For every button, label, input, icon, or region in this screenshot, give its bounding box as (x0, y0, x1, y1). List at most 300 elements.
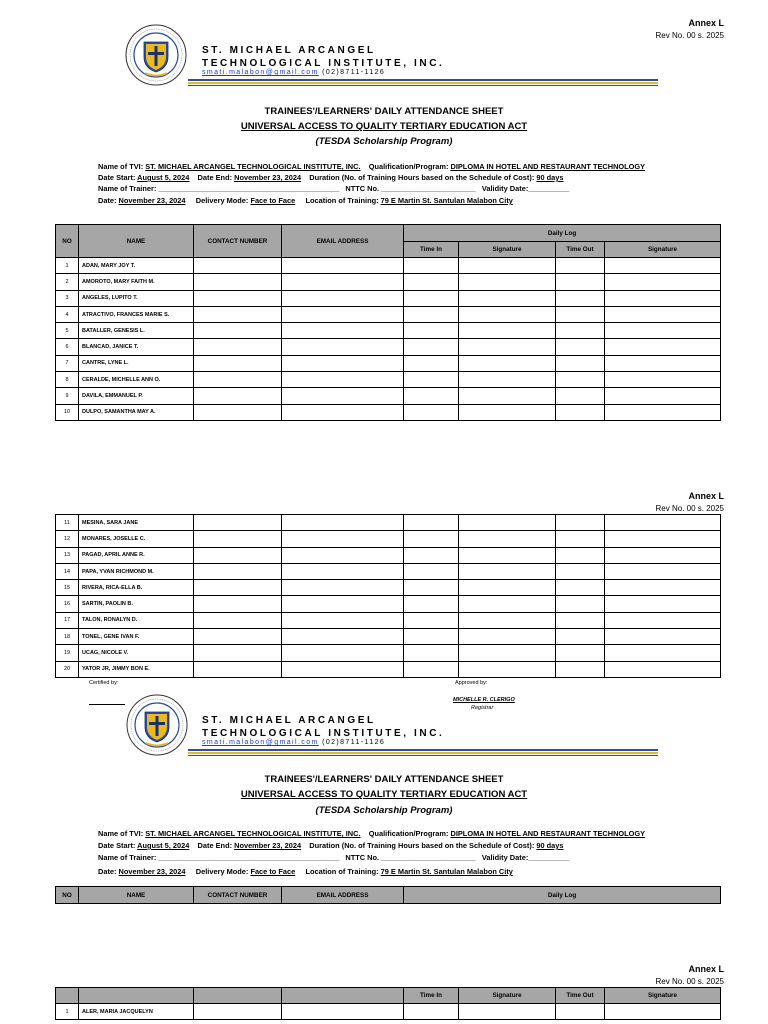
signature-in-cell[interactable] (459, 339, 556, 355)
signature-out-cell[interactable] (605, 323, 721, 339)
signature-in-cell[interactable] (459, 661, 556, 677)
signature-out-cell[interactable] (605, 645, 721, 661)
revision-label-page3: Rev No. 00 s. 2025 (655, 977, 724, 986)
time-out-cell[interactable] (556, 596, 605, 612)
row-number: 1 (56, 258, 79, 274)
header-stripe-gold-page2 (188, 752, 658, 754)
time-out-cell[interactable] (556, 306, 605, 322)
time-in-cell[interactable] (404, 290, 459, 306)
school-name-line1: ST. MICHAEL ARCANGEL (202, 45, 376, 56)
tvi-value: ST. MICHAEL ARCANGEL TECHNOLOGICAL INSTITUTE, INC. (145, 829, 361, 838)
time-in-cell[interactable] (404, 645, 459, 661)
trainee-name: AMOROTO, MARY FAITH M. (79, 274, 194, 290)
signature-out-cell[interactable] (605, 531, 721, 547)
email-cell[interactable] (282, 372, 404, 388)
delivery-mode-label: Delivery Mode: (195, 867, 249, 876)
col-header-email: EMAIL ADDRESS (282, 225, 404, 258)
table-row (56, 1004, 721, 1020)
contact-cell[interactable] (194, 323, 282, 339)
col-header-no: NO (56, 887, 79, 904)
time-in-cell[interactable] (404, 274, 459, 290)
delivery-mode-value: Face to Face (250, 867, 296, 876)
row-number: 19 (56, 645, 79, 661)
time-in-cell[interactable] (404, 404, 459, 420)
table-row (56, 596, 721, 612)
email-cell[interactable] (282, 306, 404, 322)
school-name-line1: ST. MICHAEL ARCANGEL (202, 715, 376, 726)
signature-out-cell[interactable] (605, 339, 721, 355)
trainer-blank[interactable]: ____________________________________________ (158, 184, 340, 193)
info-line-dates-page2 (98, 841, 564, 850)
trainer-label: Name of Trainer: (98, 184, 157, 193)
time-in-cell[interactable] (404, 323, 459, 339)
table-row (56, 612, 721, 628)
trainee-name: BLANCAD, JANICE T. (79, 339, 194, 355)
trainee-name: TONEL, GENE IVAN F. (79, 629, 194, 645)
time-out-cell[interactable] (556, 388, 605, 404)
duration-value: 90 days (536, 173, 564, 182)
approved-by-label: Approved by: (455, 680, 488, 686)
time-out-cell[interactable] (556, 290, 605, 306)
email-cell[interactable] (282, 661, 404, 677)
col-header-blank-name (79, 988, 194, 1004)
time-out-cell[interactable] (556, 372, 605, 388)
table-row (56, 629, 721, 645)
table-row (56, 290, 721, 306)
trainee-name: ALER, MARIA JACQUELYN (79, 1004, 194, 1020)
date-start-label: Date Start: (98, 841, 136, 850)
email-cell[interactable] (282, 547, 404, 563)
time-in-cell[interactable] (404, 372, 459, 388)
time-in-cell[interactable] (404, 661, 459, 677)
trainee-name: PAGAD, APRIL ANNE R. (79, 547, 194, 563)
validity-blank[interactable]: __________ (528, 853, 570, 862)
sheet-program-page2: (TESDA Scholarship Program) (315, 805, 453, 816)
email-cell[interactable] (282, 404, 404, 420)
col-header-time-out: Time Out (556, 988, 605, 1004)
trainee-name: PAPA, YVAN RICHMOND M. (79, 563, 194, 579)
col-header-signature-in: Signature (459, 242, 556, 258)
signature-out-cell[interactable] (605, 612, 721, 628)
signature-in-cell[interactable] (459, 629, 556, 645)
signature-in-cell[interactable] (459, 547, 556, 563)
qualification-label: Qualification/Program: (368, 162, 449, 171)
date-value: November 23, 2024 (118, 196, 186, 205)
contact-cell[interactable] (194, 515, 282, 531)
col-header-time-out: Time Out (556, 242, 605, 258)
school-phone: (02)8711-1126 (322, 739, 386, 746)
row-number: 14 (56, 563, 79, 579)
table-row (56, 531, 721, 547)
duration-label: Duration (No. of Training Hours based on the Schedule of Cost): (309, 173, 535, 182)
email-cell[interactable] (282, 515, 404, 531)
date-start-value: August 5, 2024 (137, 173, 190, 182)
trainee-name: RIVERA, RICA-ELLA B. (79, 580, 194, 596)
sheet-title-page2: TRAINEES'/LEARNERS' DAILY ATTENDANCE SHEET (264, 774, 504, 785)
school-name-line2: TECHNOLOGICAL INSTITUTE, INC. (202, 58, 445, 69)
email-cell[interactable] (282, 645, 404, 661)
nttc-blank[interactable]: _______________________ (381, 853, 476, 862)
trainee-name: SARTIN, PAOLIN B. (79, 596, 194, 612)
table-row (56, 563, 721, 579)
time-out-cell[interactable] (556, 258, 605, 274)
time-out-cell[interactable] (556, 580, 605, 596)
trainee-name: YATOR JR, JIMMY BON E. (79, 661, 194, 677)
trainee-name: DULPO, SAMANTHA MAY A. (79, 404, 194, 420)
school-email[interactable]: smati.malabon@gmail.com (202, 69, 319, 76)
qualification-value: DIPLOMA IN HOTEL AND RESTAURANT TECHNOLOGY (450, 162, 646, 171)
location-value: 79 E Martin St. Santulan Malabon City (380, 867, 513, 876)
time-out-cell[interactable] (556, 339, 605, 355)
table-row (56, 580, 721, 596)
signature-in-cell[interactable] (459, 612, 556, 628)
certified-signature-line (89, 704, 125, 705)
col-header-name: NAME (79, 225, 194, 258)
signature-out-cell[interactable] (605, 372, 721, 388)
row-number: 3 (56, 290, 79, 306)
time-in-cell[interactable] (404, 1004, 459, 1020)
row-number: 1 (56, 1004, 79, 1020)
row-number: 13 (56, 547, 79, 563)
row-number: 18 (56, 629, 79, 645)
signature-out-cell[interactable] (605, 306, 721, 322)
col-header-signature-out: Signature (605, 988, 721, 1004)
tvi-value: ST. MICHAEL ARCANGEL TECHNOLOGICAL INSTITUTE, INC. (145, 162, 361, 171)
col-header-time-in: Time In (404, 242, 459, 258)
validity-label: Validity Date: (481, 184, 529, 193)
time-in-cell[interactable] (404, 563, 459, 579)
school-contact-page2 (202, 739, 385, 746)
time-out-cell[interactable] (556, 547, 605, 563)
tvi-label: Name of TVI: (98, 162, 144, 171)
sheet-program: (TESDA Scholarship Program) (315, 136, 453, 147)
contact-cell[interactable] (194, 547, 282, 563)
date-end-value: November 23, 2024 (234, 841, 302, 850)
time-in-cell[interactable] (404, 258, 459, 274)
email-cell[interactable] (282, 612, 404, 628)
col-header-no: NO (56, 225, 79, 258)
date-label: Date: (98, 196, 117, 205)
location-value: 79 E Martin St. Santulan Malabon City (380, 196, 513, 205)
trainer-label: Name of Trainer: (98, 853, 157, 862)
trainee-name: UCAG, NICOLE V. (79, 645, 194, 661)
date-start-value: August 5, 2024 (137, 841, 190, 850)
header-stripe-blue (188, 79, 658, 81)
signature-out-cell[interactable] (605, 258, 721, 274)
annex-label-page3: Annex L (688, 964, 724, 974)
email-cell[interactable] (282, 290, 404, 306)
time-in-cell[interactable] (404, 515, 459, 531)
signature-out-cell[interactable] (605, 404, 721, 420)
row-number: 7 (56, 355, 79, 371)
signature-in-cell[interactable] (459, 290, 556, 306)
info-line-tvi (98, 162, 645, 171)
row-number: 17 (56, 612, 79, 628)
school-seal-page2 (126, 694, 188, 761)
trainee-name: DAVILA, EMMANUEL P. (79, 388, 194, 404)
contact-cell[interactable] (194, 339, 282, 355)
school-phone: (02)8711-1126 (322, 69, 386, 76)
signature-in-cell[interactable] (459, 531, 556, 547)
signature-in-cell[interactable] (459, 388, 556, 404)
time-in-cell[interactable] (404, 547, 459, 563)
signature-in-cell[interactable] (459, 355, 556, 371)
signature-in-cell[interactable] (459, 306, 556, 322)
signature-in-cell[interactable] (459, 404, 556, 420)
registrar-title: Registrar (471, 705, 494, 711)
contact-cell[interactable] (194, 274, 282, 290)
col-header-blank-email (282, 988, 404, 1004)
col-header-contact: CONTACT NUMBER (194, 225, 282, 258)
col-header-email: EMAIL ADDRESS (282, 887, 404, 904)
time-out-cell[interactable] (556, 661, 605, 677)
info-line-tvi-page2 (98, 829, 645, 838)
signature-out-cell[interactable] (605, 563, 721, 579)
signature-out-cell[interactable] (605, 629, 721, 645)
signature-out-cell[interactable] (605, 388, 721, 404)
location-label: Location of Training: (305, 196, 379, 205)
table-row (56, 258, 721, 274)
signature-out-cell[interactable] (605, 355, 721, 371)
trainee-name: ANGELES, LUPITO T. (79, 290, 194, 306)
table-row (56, 547, 721, 563)
contact-cell[interactable] (194, 1004, 282, 1020)
date-value: November 23, 2024 (118, 867, 186, 876)
annex-label-page2: Annex L (688, 491, 724, 501)
sheet-subtitle-page2: UNIVERSAL ACCESS TO QUALITY TERTIARY EDUCATION ACT (240, 789, 528, 800)
info-line-trainer-page2 (98, 853, 569, 862)
annex-label: Annex L (688, 18, 724, 28)
col-header-name: NAME (79, 887, 194, 904)
duration-value: 90 days (536, 841, 564, 850)
time-out-cell[interactable] (556, 274, 605, 290)
col-header-signature-in: Signature (459, 988, 556, 1004)
email-cell[interactable] (282, 563, 404, 579)
header-stripe-gold (188, 82, 658, 84)
header-stripe-blue-page2 (188, 749, 658, 751)
row-number: 11 (56, 515, 79, 531)
contact-cell[interactable] (194, 596, 282, 612)
trainee-name: CANTRE, LYNE L. (79, 355, 194, 371)
info-line-date (98, 196, 513, 205)
email-cell[interactable] (282, 355, 404, 371)
email-cell[interactable] (282, 580, 404, 596)
time-in-cell[interactable] (404, 612, 459, 628)
location-label: Location of Training: (305, 867, 379, 876)
signature-in-cell[interactable] (459, 258, 556, 274)
table-row (56, 339, 721, 355)
table-row (56, 355, 721, 371)
signature-out-cell[interactable] (605, 661, 721, 677)
trainee-name: CERALDE, MICHELLE ANN O. (79, 372, 194, 388)
time-out-cell[interactable] (556, 355, 605, 371)
time-in-cell[interactable] (404, 580, 459, 596)
info-line-trainer (98, 184, 569, 193)
signature-in-cell[interactable] (459, 274, 556, 290)
signature-out-cell[interactable] (605, 596, 721, 612)
time-out-cell[interactable] (556, 645, 605, 661)
table-row (56, 274, 721, 290)
time-out-cell[interactable] (556, 1004, 605, 1020)
date-end-value: November 23, 2024 (234, 173, 302, 182)
signature-out-cell[interactable] (605, 290, 721, 306)
time-out-cell[interactable] (556, 563, 605, 579)
col-header-blank-no (56, 988, 79, 1004)
revision-label: Rev No. 00 s. 2025 (655, 31, 724, 40)
signature-in-cell[interactable] (459, 645, 556, 661)
contact-cell[interactable] (194, 563, 282, 579)
time-in-cell[interactable] (404, 388, 459, 404)
signature-out-cell[interactable] (605, 274, 721, 290)
row-number: 4 (56, 306, 79, 322)
certified-by-label: Certified by: (89, 680, 119, 686)
contact-cell[interactable] (194, 290, 282, 306)
email-cell[interactable] (282, 388, 404, 404)
time-out-cell[interactable] (556, 629, 605, 645)
registrar-name: MICHELLE R. CLERIGO (453, 697, 515, 703)
signature-in-cell[interactable] (459, 323, 556, 339)
col-header-time-in: Time In (404, 988, 459, 1004)
school-email[interactable]: smati.malabon@gmail.com (202, 739, 319, 746)
contact-cell[interactable] (194, 355, 282, 371)
contact-cell[interactable] (194, 306, 282, 322)
contact-cell[interactable] (194, 645, 282, 661)
row-number: 9 (56, 388, 79, 404)
signature-out-cell[interactable] (605, 547, 721, 563)
date-label: Date: (98, 867, 117, 876)
revision-label-page2: Rev No. 00 s. 2025 (655, 504, 724, 513)
email-cell[interactable] (282, 596, 404, 612)
validity-blank[interactable]: __________ (528, 184, 570, 193)
contact-cell[interactable] (194, 531, 282, 547)
table-row (56, 388, 721, 404)
contact-cell[interactable] (194, 372, 282, 388)
signature-in-cell[interactable] (459, 515, 556, 531)
date-start-label: Date Start: (98, 173, 136, 182)
delivery-mode-value: Face to Face (250, 196, 296, 205)
time-out-cell[interactable] (556, 323, 605, 339)
validity-label: Validity Date: (481, 853, 529, 862)
seal-icon (126, 694, 188, 756)
header-stripe-thin-page2 (188, 755, 658, 756)
row-number: 15 (56, 580, 79, 596)
header-stripe-thin (188, 85, 658, 86)
qualification-value: DIPLOMA IN HOTEL AND RESTAURANT TECHNOLOGY (450, 829, 646, 838)
school-contact (202, 69, 385, 76)
signature-in-cell[interactable] (459, 596, 556, 612)
time-out-cell[interactable] (556, 531, 605, 547)
trainee-name: BATALLER, GENESIS L. (79, 323, 194, 339)
row-number: 2 (56, 274, 79, 290)
time-out-cell[interactable] (556, 404, 605, 420)
signature-in-cell[interactable] (459, 580, 556, 596)
sheet-title: TRAINEES'/LEARNERS' DAILY ATTENDANCE SHEET (264, 106, 504, 117)
contact-cell[interactable] (194, 404, 282, 420)
row-number: 20 (56, 661, 79, 677)
trainee-name: ATRACTIVO, FRANCES MARIE S. (79, 306, 194, 322)
time-out-cell[interactable] (556, 612, 605, 628)
contact-cell[interactable] (194, 661, 282, 677)
school-seal (125, 24, 187, 91)
email-cell[interactable] (282, 531, 404, 547)
table-row (56, 323, 721, 339)
row-number: 6 (56, 339, 79, 355)
row-number: 16 (56, 596, 79, 612)
email-cell[interactable] (282, 323, 404, 339)
trainee-name: MESINA, SARA JANE (79, 515, 194, 531)
time-in-cell[interactable] (404, 306, 459, 322)
attendance-table-page3 (55, 987, 721, 1020)
info-line-dates (98, 173, 564, 182)
tvi-label: Name of TVI: (98, 829, 144, 838)
time-in-cell[interactable] (404, 629, 459, 645)
signature-out-cell[interactable] (605, 580, 721, 596)
time-in-cell[interactable] (404, 355, 459, 371)
col-header-signature-out: Signature (605, 242, 721, 258)
contact-cell[interactable] (194, 258, 282, 274)
row-number: 12 (56, 531, 79, 547)
nttc-label: NTTC No. (345, 853, 380, 862)
table-row (56, 404, 721, 420)
date-end-label: Date End: (197, 841, 233, 850)
attendance-table-page1 (55, 224, 721, 421)
signature-in-cell[interactable] (459, 563, 556, 579)
signature-out-cell[interactable] (605, 1004, 721, 1020)
email-cell[interactable] (282, 629, 404, 645)
signature-in-cell[interactable] (459, 372, 556, 388)
row-number: 10 (56, 404, 79, 420)
delivery-mode-label: Delivery Mode: (195, 196, 249, 205)
signature-in-cell[interactable] (459, 1004, 556, 1020)
time-in-cell[interactable] (404, 339, 459, 355)
trainee-name: MONARES, JOSELLE C. (79, 531, 194, 547)
email-cell[interactable] (282, 1004, 404, 1020)
time-in-cell[interactable] (404, 596, 459, 612)
signature-out-cell[interactable] (605, 515, 721, 531)
sheet-subtitle: UNIVERSAL ACCESS TO QUALITY TERTIARY EDUCATION ACT (240, 121, 528, 132)
table-row (56, 645, 721, 661)
contact-cell[interactable] (194, 388, 282, 404)
row-number: 8 (56, 372, 79, 388)
time-out-cell[interactable] (556, 515, 605, 531)
table-row (56, 515, 721, 531)
duration-label: Duration (No. of Training Hours based on the Schedule of Cost): (309, 841, 535, 850)
email-cell[interactable] (282, 258, 404, 274)
attendance-header-page2 (55, 886, 721, 904)
trainee-name: ADAN, MARY JOY T. (79, 258, 194, 274)
trainer-blank[interactable]: ____________________________________________ (158, 853, 340, 862)
col-header-contact: CONTACT NUMBER (194, 887, 282, 904)
time-in-cell[interactable] (404, 531, 459, 547)
contact-cell[interactable] (194, 612, 282, 628)
table-row (56, 661, 721, 677)
contact-cell[interactable] (194, 580, 282, 596)
nttc-label: NTTC No. (345, 184, 380, 193)
col-header-daily-log: Daily Log (404, 225, 721, 242)
col-header-blank-contact (194, 988, 282, 1004)
email-cell[interactable] (282, 339, 404, 355)
school-name-page2 (202, 714, 444, 740)
school-name-line2: TECHNOLOGICAL INSTITUTE, INC. (202, 728, 445, 739)
row-number: 5 (56, 323, 79, 339)
contact-cell[interactable] (194, 629, 282, 645)
table-row (56, 372, 721, 388)
table-row (56, 306, 721, 322)
email-cell[interactable] (282, 274, 404, 290)
nttc-blank[interactable]: _______________________ (381, 184, 476, 193)
qualification-label: Qualification/Program: (368, 829, 449, 838)
trainee-name: TALON, RONALYN D. (79, 612, 194, 628)
